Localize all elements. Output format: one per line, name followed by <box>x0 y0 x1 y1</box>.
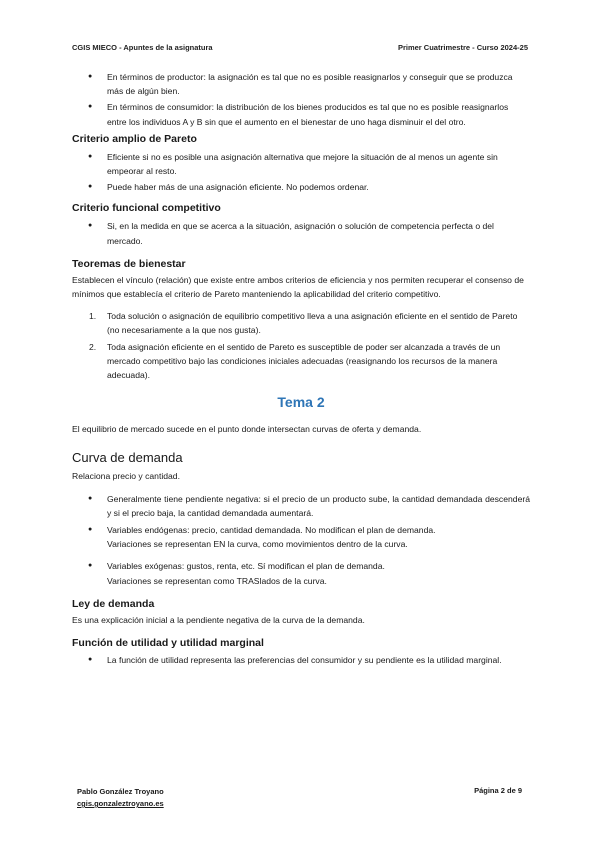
list-text: Toda asignación eficiente en el sentido de Pareto es susceptible de poder ser alcanzada a través de un mercado competitivo bajo las condiciones iniciales adecuadas (reasignando los recursos de la manera adecuada). <box>107 341 501 381</box>
criterio-amplio-list <box>72 150 530 195</box>
list-item <box>72 340 530 383</box>
list-item: ● En términos de productor: la asignación es tal que no es posible reasignarlos y conseguir que se produzca más de algún bien. <box>72 70 530 98</box>
section-heading-curva-demanda: Curva de demanda <box>72 450 183 466</box>
list-subtext: Variaciones se representan como TRASlados de la curva. <box>107 575 327 586</box>
criterio-funcional-list <box>72 219 530 247</box>
curva-demanda-paragraph: Relaciona precio y cantidad. <box>72 471 180 482</box>
section-heading-criterio-amplio: Criterio amplio de Pareto <box>72 132 197 145</box>
list-text: ● Variables exógenas: gustos, renta, etc. Sí modifican el plan de demanda. <box>107 561 385 572</box>
list-item <box>72 559 530 587</box>
section-heading-funcion-utilidad: Función de utilidad y utilidad marginal <box>72 637 264 650</box>
section-heading-criterio-funcional: Criterio funcional competitivo <box>72 202 221 215</box>
ley-demanda-paragraph: Es una explicación inicial a la pendiente negativa de la curva de la demanda. <box>72 614 365 625</box>
list-text: Generalmente tiene pendiente negativa: si el precio de un producto sube, la cantidad demandada descenderá y si el precio baja, la cantidad demandada aumentará. <box>107 493 530 518</box>
list-subtext: Variaciones se representan EN la curva, como movimientos dentro de la curva. <box>107 539 408 550</box>
list-item: ● La función de utilidad representa las preferencias del consumidor y su pendiente es la utilidad marginal. <box>72 653 530 667</box>
funcion-utilidad-list <box>72 653 530 667</box>
list-item: ● Si, en la medida en que se acerca a la situación, asignación o solución de competencia perfecta o del mercado. <box>72 219 530 247</box>
list-number: 2. <box>89 341 97 352</box>
page-number: Página 2 de 9 <box>474 786 522 795</box>
section-heading-ley-demanda: Ley de demanda <box>72 597 155 610</box>
tema-paragraph: El equilibrio de mercado sucede en el punto donde intersectan curvas de oferta y demanda. <box>72 424 422 435</box>
list-item <box>72 492 530 520</box>
curva-demanda-list <box>72 492 530 588</box>
tema-title: Tema 2 <box>277 394 325 411</box>
page-content <box>72 70 530 669</box>
list-text: Toda solución o asignación de equilibrio competitivo lleva a una asignación eficiente en el sentido de Pareto (no necesariamente a la que nos gusta). <box>107 311 518 336</box>
footer-author: Pablo González Troyano <box>77 787 164 796</box>
section-heading-teoremas: Teoremas de bienestar <box>72 257 186 270</box>
header-course: CGIS MIECO - Apuntes de la asignatura <box>72 43 213 52</box>
footer-email-link[interactable]: cgis.gonzaleztroyano.es <box>77 799 164 808</box>
list-item <box>72 309 530 337</box>
list-item: ● Eficiente si no es posible una asignación alternativa que mejore la situación de al menos un agente sin empeorar al resto. <box>72 150 530 178</box>
footer-author-block <box>77 786 164 810</box>
header-term: Primer Cuatrimestre - Curso 2024-25 <box>397 43 528 52</box>
list-item <box>72 523 530 551</box>
list-text: ● Variables endógenas: precio, cantidad demandada. No modifican el plan de demanda. <box>107 525 436 536</box>
teoremas-paragraph: Establecen el vínculo (relación) que existe entre ambos criterios de eficiencia y nos permiten recuperar el consenso de mínimos que establecía el criterio de Pareto manteniendo la aplicabilidad del criterio competitivo. <box>72 274 524 300</box>
list-item: ● En términos de consumidor: la distribución de los bienes producidos es tal que no es posible reasignarlos entre los individuos A y B sin que el aumento en el bienestar de uno haga disminuir el del otro. <box>72 100 530 128</box>
list-item: ● Puede haber más de una asignación eficiente. No podemos ordenar. <box>72 180 530 194</box>
list-number: 1. <box>89 311 97 322</box>
teoremas-list <box>72 309 530 382</box>
intro-bullet-list <box>72 70 530 129</box>
